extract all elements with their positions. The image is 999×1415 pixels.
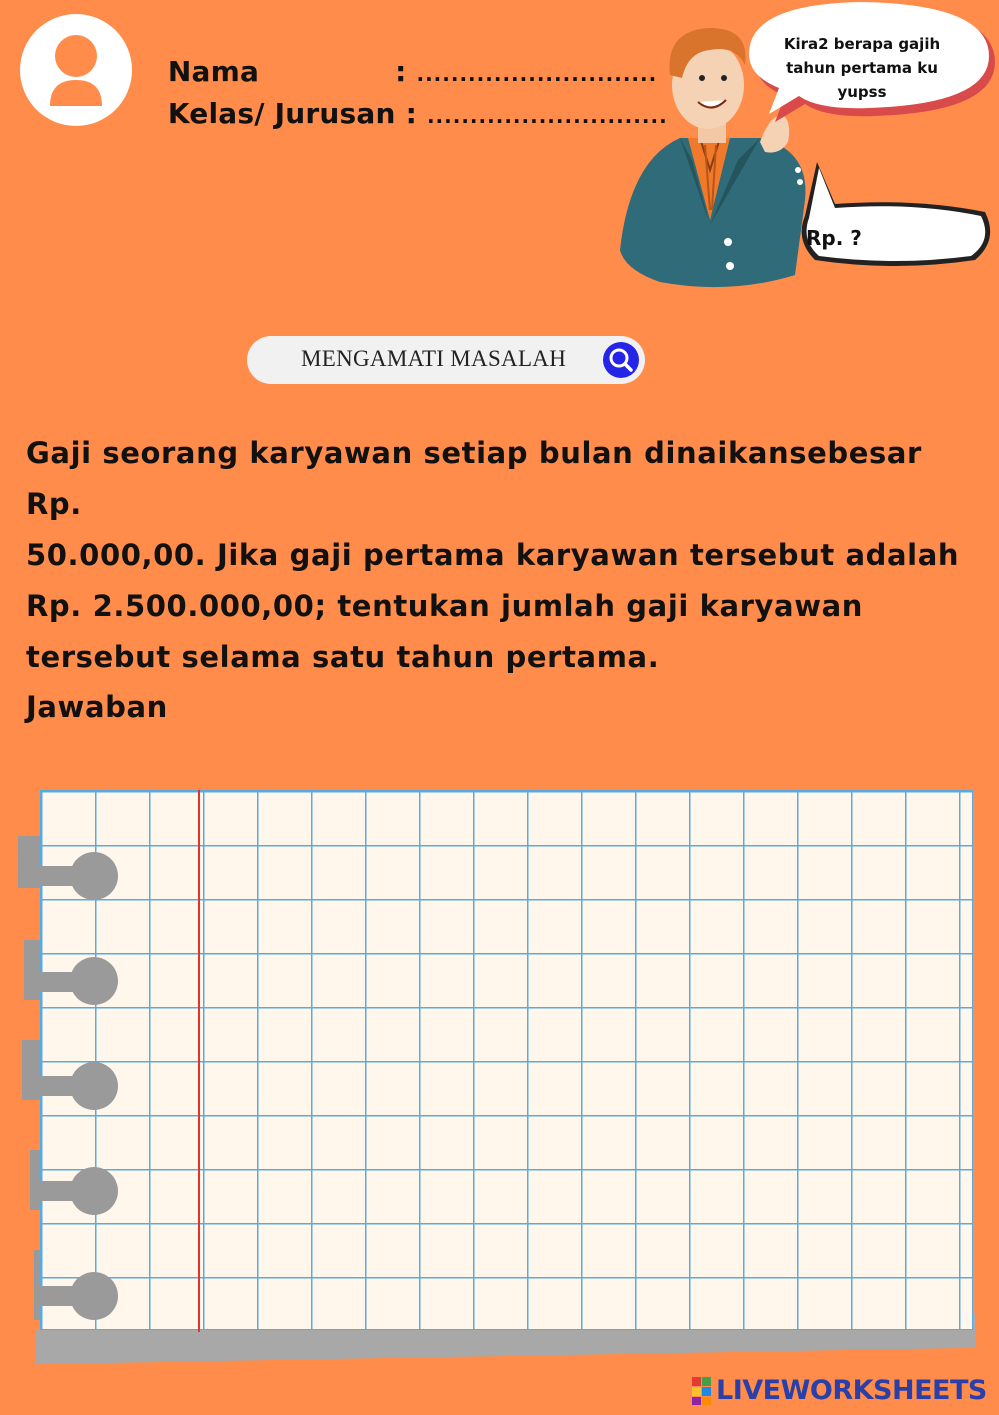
class-field: [148, 64, 668, 130]
name-label: Nama: [167, 55, 260, 88]
section-pill: [247, 336, 645, 384]
question-line: tersebut selama satu tahun pertama.: [26, 640, 660, 674]
user-icon: [20, 14, 132, 126]
binder-ring: [40, 1076, 80, 1096]
binder-ring: [40, 1286, 80, 1306]
class-colon: :: [405, 97, 417, 130]
speech-bubble-top-text: Kira2 berapa gajih tahun pertama ku yupss: [783, 35, 941, 101]
answer-grid-paper[interactable]: [40, 790, 973, 1330]
section-pill-label: MENGAMATI MASALAH: [301, 346, 567, 371]
speech-bubble-bottom-text: Rp. ?: [806, 226, 862, 250]
paper-margin-line: [198, 790, 200, 1332]
name-colon: :: [395, 55, 407, 88]
question-text: [26, 428, 986, 683]
binder-ring: [40, 866, 80, 886]
class-input-line[interactable]: ............................: [426, 104, 668, 128]
binder-ring: [40, 1181, 80, 1201]
class-label: Kelas/ Jurusan: [167, 97, 396, 130]
question-line: 50.000,00. Jika gaji pertama karyawan tersebut adalah: [26, 538, 960, 572]
name-input-line[interactable]: ............................: [416, 62, 658, 86]
user-avatar: [20, 14, 132, 126]
question-line: Rp. 2.500.000,00; tentukan jumlah gaji karyawan: [26, 589, 864, 623]
binder-ring: [40, 972, 80, 992]
answer-label: Jawaban: [26, 690, 168, 724]
speech-bubble-bottom: [795, 160, 999, 272]
question-line: Gaji seorang karyawan setiap bulan dinaikansebesar Rp.: [26, 436, 922, 521]
logo-cubes-icon: [692, 1377, 712, 1405]
logo-text: LIVEWORKSHEETS: [716, 1375, 987, 1406]
search-icon[interactable]: [603, 342, 639, 378]
